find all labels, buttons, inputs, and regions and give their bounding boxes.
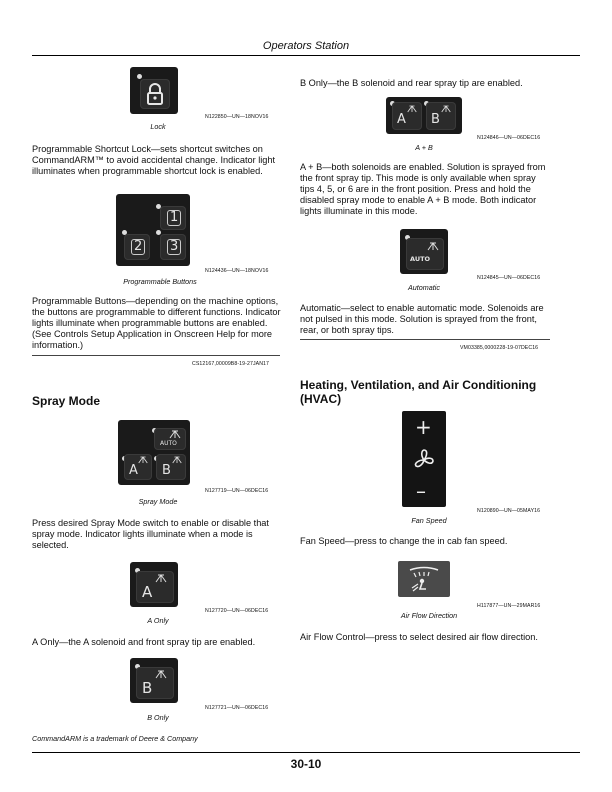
fan-icon (411, 447, 437, 473)
image-caption: Spray Mode (138, 497, 178, 506)
a-button (124, 454, 152, 480)
image-caption: Air Flow Direction (400, 611, 458, 620)
b-button (426, 102, 456, 130)
section-rule (32, 355, 280, 356)
programmable-buttons-image (116, 194, 190, 266)
spray-nozzle-icon (168, 430, 182, 439)
spray-nozzle-icon (137, 456, 149, 464)
header-rule (32, 55, 580, 56)
image-caption: Automatic (408, 283, 440, 292)
footer-rule (32, 752, 580, 753)
image-caption: A Only (147, 616, 169, 625)
image-code: H117877—UN—29MAR16 (477, 603, 541, 609)
a-only-image (130, 562, 178, 607)
image-caption: Programmable Buttons (123, 277, 197, 286)
automatic-image (400, 229, 448, 274)
image-code: N127719—UN—06DEC16 (205, 488, 269, 494)
air-flow-direction-icon (398, 561, 450, 597)
automatic-description: Automatic—select to enable automatic mode. Solenoids are not pulsed in this mode. Solution is sprayed from the front, rear, or both spray tips. (300, 303, 544, 335)
b-button (156, 454, 186, 480)
air-flow-description: Air Flow Control—press to select desired air flow direction. (300, 632, 538, 642)
auto-button (154, 428, 186, 450)
image-code: N127721—UN—06DEC16 (205, 705, 269, 711)
air-flow-image (398, 561, 450, 597)
image-code: N124846—UN—06DEC16 (477, 135, 541, 141)
button-label: A (142, 583, 153, 601)
page-header: Operators Station (262, 40, 350, 52)
image-caption: Fan Speed (411, 516, 447, 525)
trademark-note: CommandARM is a trademark of Deere & Company (32, 734, 198, 743)
button-3 (160, 234, 186, 260)
minus-icon: – (416, 479, 426, 503)
a-button (136, 571, 174, 603)
image-caption: A + B (415, 143, 433, 152)
spray-nozzle-icon (154, 574, 168, 583)
b-button (136, 667, 174, 699)
lock-button (140, 79, 170, 109)
page-number: 30-10 (290, 757, 322, 771)
section-rule (300, 339, 550, 340)
b-only-description: B Only—the B solenoid and rear spray tip are enabled. (300, 78, 523, 88)
image-code: N124436—UN—18NOV16 (205, 268, 269, 274)
reference-code: CS12167,00009B8-19-27JAN17 (192, 361, 270, 367)
button-2 (124, 234, 150, 260)
programmable-description: Programmable Buttons—depending on the machine options, the buttons are programmable to different functions. Indicator lights illuminate when programmable buttons are enabled. (See Controls Setup Application in Onscreen Help for more information.) (32, 296, 281, 350)
image-caption: B Only (147, 713, 169, 722)
spray-mode-description: Press desired Spray Mode switch to enable or disable that spray mode. Indicator lights illuminate when a mode is selected. (32, 518, 269, 550)
image-caption: Lock (150, 122, 166, 131)
plus-icon: + (415, 415, 432, 439)
button-label: 1 (167, 210, 181, 226)
lock-description: Programmable Shortcut Lock—sets shortcut switches on CommandARM™ to avoid accidental change. Indicator light illuminates when programmable shortcut lock is enabled. (32, 144, 276, 176)
b-only-image (130, 658, 178, 703)
button-1 (160, 206, 186, 230)
fan-speed-description: Fan Speed—press to change the in cab fan speed. (300, 536, 508, 546)
button-label: B (142, 679, 153, 697)
reference-code: VM03385,0000228-19-07DEC16 (460, 345, 539, 351)
spray-nozzle-icon (406, 105, 418, 113)
button-label: A (397, 112, 406, 127)
image-code: N127720—UN—06DEC16 (205, 608, 269, 614)
spray-nozzle-icon (154, 670, 168, 679)
button-label: B (431, 112, 440, 127)
a-plus-b-image (386, 97, 462, 134)
fan-speed-image (402, 411, 446, 507)
a-plus-b-description: A + B—both solenoids are enabled. Solution is sprayed from the front spray tip. This mode is only available when spray tips 4, 5, or 6 are in the front position. Press and hold the disabled spray mode to enable A + B mode. Both indicator lights illuminate in this mode. (300, 162, 546, 216)
spray-nozzle-icon (440, 105, 452, 113)
spray-nozzle-icon (171, 456, 183, 464)
button-label: AUTO (160, 440, 177, 447)
button-label: A (129, 463, 138, 478)
spray-mode-image (118, 420, 190, 485)
padlock-icon (140, 79, 170, 109)
spray-nozzle-icon (426, 242, 440, 251)
a-only-description: A Only—the A solenoid and front spray tip are enabled. (32, 637, 256, 647)
image-code: N122850—UN—18NOV16 (205, 114, 269, 120)
spray-mode-heading: Spray Mode (32, 394, 101, 408)
auto-button (406, 238, 444, 270)
button-label: B (162, 463, 171, 478)
button-label: 2 (131, 239, 145, 255)
lock-image (130, 67, 178, 114)
a-button (392, 102, 422, 130)
image-code: N120890—UN—05MAY16 (477, 508, 541, 514)
button-label: AUTO (410, 255, 431, 263)
button-label: 3 (167, 239, 181, 255)
image-code: N124845—UN—06DEC16 (477, 275, 541, 281)
hvac-heading: Heating, Ventilation, and Air Conditioning (HVAC) (300, 378, 537, 406)
